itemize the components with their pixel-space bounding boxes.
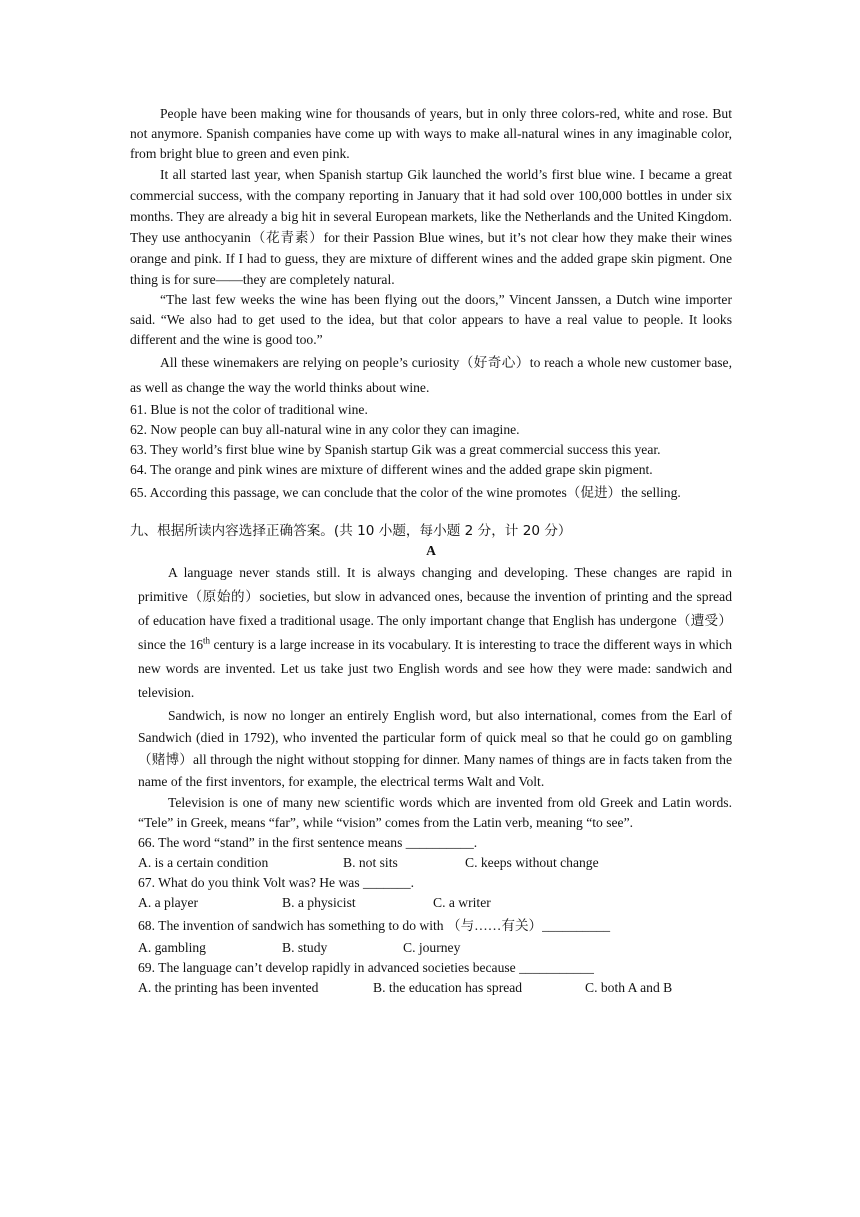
passage-paragraph-2: It all started last year, when Spanish startup Gik launched the world’s first blue wine. I became a great commercial success, with the company reporting in January that it had sold over 100,000 bottles in under six months. They are already a big hit in several European markets, like the Netherlands and the United Kingdom. They use anthocyanin（花青素）for their Passion Blue wines, but it’s not clear how they make their wines orange and pink. If I had to guess, they are mixture of different wines and the added grape skin pigment. One thing is for sure——they are completely natural. — [130, 167, 732, 287]
section-a-paragraph-2: Sandwich, is now no longer an entirely English word, but also international, comes from the Earl of Sandwich (died in 1792), who invented the particular form of quick meal so that he could go on gambling（赌博）all through the night without stopping for dinner. Many names of things are in facts taken from the name of the first inventors, for example, the electrical terms Walt and Volt. — [138, 708, 732, 789]
question-66: 66. The word “stand” in the first sentence means __________. — [138, 835, 478, 850]
question-68-options — [138, 938, 732, 958]
option-c: C. keeps without change — [465, 855, 599, 870]
option-b: B. the education has spread — [373, 980, 523, 995]
option-b: B. not sits — [343, 855, 398, 870]
question-68: 68. The invention of sandwich has something to do with （与……有关）__________ — [138, 918, 611, 933]
passage-paragraph-1: People have been making wine for thousands of years, but in only three colors-red, white and rose. But not anymore. Spanish companies have come up with ways to make all-natural wines in any imaginable color, from bright blue to green and even pink. — [130, 106, 732, 161]
statement-65: 65. According this passage, we can conclude that the color of the wine promotes（促进）the selling. — [130, 485, 681, 500]
option-a: A. the printing has been invented — [138, 980, 319, 995]
paragraph-1-start: A language never stands still. It is always changing and developing. These changes are rapid in primitive（原始的）societies, but slow in advanced ones, because the invention of printing and the spread of education have fixed a traditional usage. The only important change that English has undergone（遭受）since the 16 — [138, 565, 732, 652]
statement-62: 62. Now people can buy all-natural wine in any color they can imagine. — [130, 422, 520, 437]
question-67-options — [138, 893, 732, 913]
question-67: 67. What do you think Volt was? He was _______. — [138, 875, 415, 890]
option-a: A. gambling — [138, 940, 206, 955]
section-9-heading: 九、根据所读内容选择正确答案。(共 10 小题，每小题 2 分，计 20 分） — [130, 523, 572, 539]
statement-63: 63. They world’s first blue wine by Spanish startup Gik was a great commercial success this year. — [130, 442, 661, 457]
paragraph-1-end: century is a large increase in its vocabulary. It is interesting to trace the different ways in which new words are invented. Let us take just two English words and see how they were made: sandwich and television. — [138, 637, 732, 700]
option-a: A. is a certain condition — [138, 855, 269, 870]
section-letter: A — [426, 543, 436, 558]
question-69: 69. The language can’t develop rapidly in advanced societies because ___________ — [138, 960, 594, 975]
statement-64: 64. The orange and pink wines are mixture of different wines and the added grape skin pigment. — [130, 462, 653, 477]
statement-61: 61. Blue is not the color of traditional wine. — [130, 402, 368, 417]
section-a-body — [130, 561, 732, 998]
passage-paragraph-3: “The last few weeks the wine has been flying out the doors,” Vincent Janssen, a Dutch wine importer said. “We also had to get used to the idea, but that color appears to have a real value to people. It looks different and the wine is good too.” — [130, 292, 732, 347]
question-69-options — [138, 978, 732, 998]
ordinal-suffix: th — [203, 635, 211, 646]
option-b: B. a physicist — [282, 895, 356, 910]
passage-paragraph-4: All these winemakers are relying on people’s curiosity（好奇心）to reach a whole new customer base, as well as change the way the world thinks about wine. — [130, 355, 732, 395]
option-c: C. journey — [403, 940, 461, 955]
option-b: B. study — [282, 940, 328, 955]
document-page — [130, 104, 732, 998]
question-66-options — [138, 853, 732, 873]
option-c: C. both A and B — [585, 980, 673, 995]
section-a-paragraph-1 — [138, 561, 732, 705]
option-c: C. a writer — [433, 895, 491, 910]
option-a: A. a player — [138, 895, 199, 910]
section-a-paragraph-3: Television is one of many new scientific words which are invented from old Greek and Latin words. “Tele” in Greek, means “far”, while “vision” comes from the Latin verb, meaning “to see”. — [138, 795, 732, 830]
